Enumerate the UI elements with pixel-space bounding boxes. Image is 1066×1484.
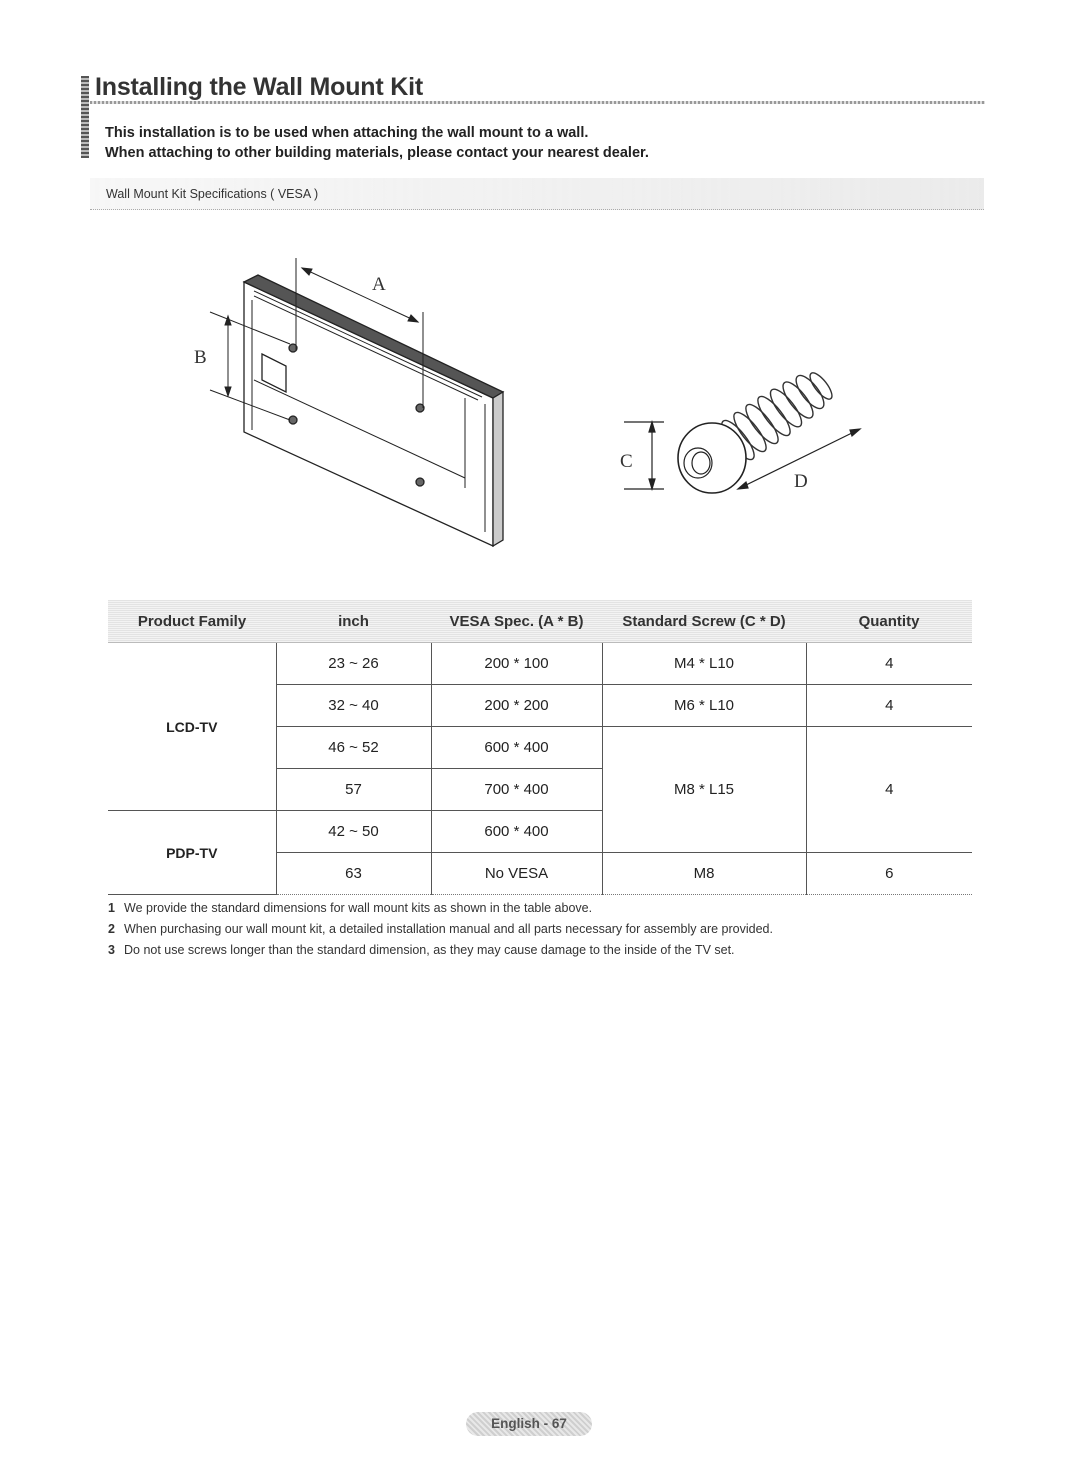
label-b: B (194, 347, 207, 368)
intro-line-1: This installation is to be used when attaching the wall mount to a wall. (105, 125, 589, 141)
spec-heading: Wall Mount Kit Specifications ( VESA ) (106, 187, 319, 201)
table-header-row (108, 600, 972, 643)
family-lcd-tv: LCD-TV (108, 643, 276, 811)
cell-vesa: No VESA (431, 853, 602, 895)
cell-inch: 57 (276, 769, 431, 811)
footnotes (108, 898, 773, 961)
page-number: English - 67 (491, 1416, 567, 1431)
footnote-item (108, 919, 773, 940)
cell-inch: 63 (276, 853, 431, 895)
cell-qty: 4 (806, 643, 972, 685)
cell-vesa: 600 * 400 (431, 811, 602, 853)
page-title: Installing the Wall Mount Kit (95, 73, 423, 101)
footnote-text: When purchasing our wall mount kit, a detailed installation manual and all parts necessary for assembly are provided. (124, 922, 773, 936)
footnote-number: 3 (108, 943, 115, 957)
cell-screw: M6 * L10 (602, 685, 806, 727)
cell-qty: 4 (806, 685, 972, 727)
footnote-number: 2 (108, 922, 115, 936)
table-row (108, 643, 972, 685)
cell-qty: 6 (806, 853, 972, 895)
header-inch: inch (276, 600, 431, 643)
wall-mount-illustration (0, 0, 1066, 590)
cell-vesa: 600 * 400 (431, 727, 602, 769)
footnote-item (108, 940, 773, 961)
header-standard-screw: Standard Screw (C * D) (602, 600, 806, 643)
cell-screw: M4 * L10 (602, 643, 806, 685)
label-d: D (794, 471, 808, 492)
header-product-family: Product Family (108, 600, 276, 643)
family-pdp-tv: PDP-TV (108, 811, 276, 895)
footnote-item (108, 898, 773, 919)
cell-screw: M8 * L15 (602, 727, 806, 853)
page-number-badge (466, 1412, 592, 1436)
cell-inch: 32 ~ 40 (276, 685, 431, 727)
header-vesa-spec: VESA Spec. (A * B) (431, 600, 602, 643)
header-quantity: Quantity (806, 600, 972, 643)
footnote-number: 1 (108, 901, 115, 915)
footnote-text: We provide the standard dimensions for wall mount kits as shown in the table above. (124, 901, 593, 915)
cell-vesa: 700 * 400 (431, 769, 602, 811)
tv-back-drawing (244, 275, 503, 546)
cell-inch: 23 ~ 26 (276, 643, 431, 685)
label-a: A (372, 274, 386, 295)
cell-vesa: 200 * 200 (431, 685, 602, 727)
cell-screw: M8 (602, 853, 806, 895)
label-c: C (620, 451, 633, 472)
screw-drawing (624, 370, 860, 493)
footnote-text: Do not use screws longer than the standard dimension, as they may cause damage to the inside of the TV set. (124, 943, 735, 957)
cell-inch: 42 ~ 50 (276, 811, 431, 853)
cell-inch: 46 ~ 52 (276, 727, 431, 769)
cell-vesa: 200 * 100 (431, 643, 602, 685)
vesa-spec-table (108, 600, 972, 895)
intro-line-2: When attaching to other building materials, please contact your nearest dealer. (105, 145, 649, 161)
cell-qty: 4 (806, 727, 972, 853)
